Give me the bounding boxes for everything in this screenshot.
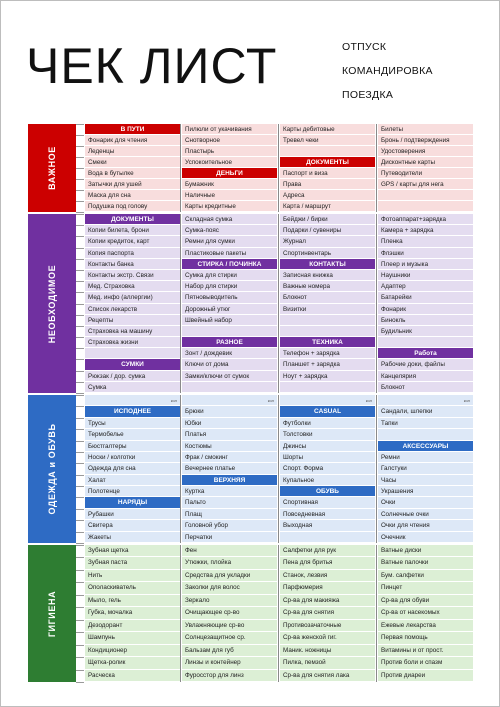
checklist-item[interactable]: Рецепты (85, 315, 180, 326)
checklist-item[interactable]: Адаптер (378, 281, 473, 292)
checklist-item[interactable]: Жакеты (85, 532, 180, 543)
empty-cell[interactable] (280, 395, 375, 406)
column-separator (278, 395, 279, 543)
empty-cell[interactable] (85, 348, 180, 359)
checklist-item[interactable]: GPS / карты для нега (378, 179, 473, 190)
checklist-item[interactable]: Фонарик (378, 304, 473, 315)
checklist-item[interactable]: Шампунь (85, 632, 180, 644)
checklist-item[interactable]: Куртка (182, 486, 277, 497)
checklist-item[interactable]: Планшет + зарядка (280, 359, 375, 370)
section-label-text: ГИГИЕНА (47, 590, 57, 637)
checklist-item[interactable]: Термобелье (85, 429, 180, 440)
checklist-item[interactable]: Носки / колготки (85, 452, 180, 463)
checklist-item[interactable]: Дезодорант (85, 620, 180, 632)
checkbox-column (76, 545, 84, 682)
checklist-item[interactable]: Ежевые лекарства (378, 620, 473, 632)
checklist-item[interactable]: Фен (182, 545, 277, 557)
checklist-item[interactable]: Вода в бутылке (85, 168, 180, 179)
checklist-column (280, 545, 375, 682)
empty-cell[interactable] (182, 382, 277, 393)
checklist-item[interactable]: Тапки (378, 418, 473, 429)
subtitle-trip: ПОЕЗДКА (342, 89, 394, 101)
checklist-item[interactable]: Рюкзак / дор. сумка (85, 371, 180, 382)
category-header: ИСПОДНЕЕ (85, 406, 180, 417)
empty-cell[interactable] (280, 315, 375, 326)
checklist-item[interactable]: Адреса (280, 190, 375, 201)
category-header: Работа (378, 348, 473, 359)
checklist-item[interactable]: Копии кредиток, карт (85, 236, 180, 247)
checklist-item[interactable]: Мед. инфо (аллергии) (85, 292, 180, 303)
empty-cell[interactable] (378, 190, 473, 201)
checklist-item[interactable]: Ср-ва от насекомых (378, 607, 473, 619)
checklist-column (280, 214, 375, 393)
checklist-item[interactable]: Ср-ва женской гиг. (280, 632, 375, 644)
checklist-item[interactable]: Копия паспорта (85, 248, 180, 259)
checklist-item[interactable]: Халат (85, 475, 180, 486)
column-separator (278, 214, 279, 393)
checklist-item[interactable]: Ср-ва для макияжа (280, 595, 375, 607)
checklist-column (378, 124, 473, 212)
category-header: ДЕНЬГИ (182, 168, 277, 179)
checklist-item[interactable]: Пленка (378, 236, 473, 247)
checklist-item[interactable]: Пятновыводитель (182, 292, 277, 303)
checklist-item[interactable]: Очечник (378, 532, 473, 543)
checklist-item[interactable]: Копии билета, брони (85, 225, 180, 236)
checklist-item[interactable]: Контакты банка (85, 259, 180, 270)
checklist-item[interactable]: Против диареи (378, 670, 473, 682)
checklist-item[interactable]: Телефон + зарядка (280, 348, 375, 359)
subtitle-business-trip: КОМАНДИРОВКА (342, 65, 433, 77)
checklist-column (85, 395, 180, 543)
checklist-item[interactable]: Складная сумка (182, 214, 277, 225)
checklist-item[interactable]: Карта / маршрут (280, 201, 375, 212)
checklist-item[interactable]: Пластырь (182, 146, 277, 157)
checklist-item[interactable]: Расческа (85, 670, 180, 682)
checklist-item[interactable]: Очки (378, 497, 473, 508)
section-label-text: ОДЕЖДА и ОБУВЬ (47, 423, 57, 515)
category-header: СТИРКА / ПОЧИНКА (182, 259, 277, 270)
checklist-item[interactable]: Головной убор (182, 520, 277, 531)
checklist-item[interactable]: Свитера (85, 520, 180, 531)
section-label (28, 214, 76, 393)
column-separator (278, 545, 279, 682)
checklist-item[interactable]: Важные номера (280, 281, 375, 292)
section-label (28, 124, 76, 212)
checklist-column (182, 395, 277, 543)
checklist-item[interactable]: Мыло, гель (85, 595, 180, 607)
checklist-item[interactable]: Швейный набор (182, 315, 277, 326)
checklist-item[interactable]: Дорожный утюг (182, 304, 277, 315)
checklist-item[interactable]: Противозачаточные (280, 620, 375, 632)
category-header: ВЕРХНЯЯ (182, 475, 277, 486)
checklist-item[interactable]: Пена для бритья (280, 557, 375, 569)
checklist-item[interactable]: Брюки (182, 406, 277, 417)
column-separator (376, 214, 377, 393)
section-clothes (28, 395, 473, 543)
checklist-item[interactable]: Контакты экстр. Связи (85, 270, 180, 281)
checkbox-column (76, 214, 84, 393)
empty-cell[interactable] (280, 532, 375, 543)
checklist-item[interactable]: Ср-ва для снятия лака (280, 670, 375, 682)
checklist-item[interactable]: Средства для укладки (182, 570, 277, 582)
checklist-item[interactable]: Подушка под голову (85, 201, 180, 212)
checklist-item[interactable]: Парфюмерия (280, 582, 375, 594)
checklist-item[interactable]: Маник. ножницы (280, 645, 375, 657)
checklist-item[interactable]: Трусы (85, 418, 180, 429)
column-separator (376, 545, 377, 682)
empty-cell[interactable] (378, 395, 473, 406)
empty-cell[interactable] (280, 326, 375, 337)
checklist-item[interactable]: Ключи от дома (182, 359, 277, 370)
checklist-item[interactable]: Платья (182, 429, 277, 440)
checklist-item[interactable]: Купальное (280, 475, 375, 486)
checklist-item[interactable]: Зонт / дождевик (182, 348, 277, 359)
checklist-item[interactable]: Вечернее платье (182, 463, 277, 474)
checklist-column (182, 545, 277, 682)
checklist-item[interactable]: Украшения (378, 486, 473, 497)
checklist-item[interactable]: Леденцы (85, 146, 180, 157)
checklist-item[interactable]: Зеркало (182, 595, 277, 607)
checklist-item[interactable]: Костюмы (182, 441, 277, 452)
checklist-item[interactable]: Будильник (378, 326, 473, 337)
checklist-item[interactable]: Бейджи / бирки (280, 214, 375, 225)
checkbox-column (76, 395, 84, 543)
section-label-text: НЕОБХОДИМОЕ (47, 264, 57, 343)
checklist-item[interactable]: Мед. Страховка (85, 281, 180, 292)
checklist-item[interactable]: Ремни для сумки (182, 236, 277, 247)
column-separator (180, 124, 181, 212)
checklist-item[interactable]: Карты кредитные (182, 201, 277, 212)
empty-cell[interactable] (85, 395, 180, 406)
empty-cell[interactable] (378, 337, 473, 348)
checklist-item[interactable]: Очки для чтения (378, 520, 473, 531)
checklist-item[interactable]: Дисконтные карты (378, 157, 473, 168)
checklist-item[interactable]: Фонарик для чтения (85, 135, 180, 146)
checklist-item[interactable]: Фрак / смокинг (182, 452, 277, 463)
checklist-item[interactable]: Рабочие доки, файлы (378, 359, 473, 370)
column-separator (376, 395, 377, 543)
checklist-item[interactable]: Карты дебитовые (280, 124, 375, 135)
checklist-item[interactable]: Бинокль (378, 315, 473, 326)
checklist-item[interactable]: Тревел чеки (280, 135, 375, 146)
checklist-item[interactable]: Страховка жизни (85, 337, 180, 348)
checklist-column (280, 124, 375, 212)
checkbox-column (76, 124, 84, 212)
checklist-item[interactable]: Плеер и музыка (378, 259, 473, 270)
checklist-item[interactable]: Бронь / подтверждения (378, 135, 473, 146)
checklist-item[interactable]: Журнал (280, 236, 375, 247)
column-separator (180, 395, 181, 543)
checklist-item[interactable]: Шорты (280, 452, 375, 463)
column-separator (180, 545, 181, 682)
checklist-item[interactable]: Блокнот (280, 292, 375, 303)
checklist-item[interactable]: Заколки для волос (182, 582, 277, 594)
quantity-label: кол (463, 398, 470, 403)
empty-cell[interactable] (378, 201, 473, 212)
checklist-item[interactable]: Ватные палочки (378, 557, 473, 569)
checklist-item[interactable]: Набор для стирки (182, 281, 277, 292)
category-header: В ПУТИ (85, 124, 180, 135)
checklist-item[interactable]: Зубная щетка (85, 545, 180, 557)
checklist-item[interactable]: Щетка-ролик (85, 657, 180, 669)
checklist-item[interactable]: Кондиционер (85, 645, 180, 657)
checklist-item[interactable]: Увлажняющие ср-во (182, 620, 277, 632)
checklist-column (378, 545, 473, 682)
checklist-item[interactable]: Выходная (280, 520, 375, 531)
checklist-item[interactable]: Ополаскиватель (85, 582, 180, 594)
checklist-item[interactable]: Спортинвентарь (280, 248, 375, 259)
checklist-item[interactable]: Фотоаппарат+зарядка (378, 214, 473, 225)
checklist-item[interactable]: Толстовки (280, 429, 375, 440)
section-hygiene (28, 545, 473, 682)
checklist-item[interactable]: Бюстгалтеры (85, 441, 180, 452)
checklist-item[interactable]: Батарейки (378, 292, 473, 303)
checklist-item[interactable]: Камера + зарядка (378, 225, 473, 236)
checklist-item[interactable]: Бумажник (182, 179, 277, 190)
checklist-item[interactable]: Пилка, пемзой (280, 657, 375, 669)
checklist-item[interactable]: Нить (85, 570, 180, 582)
column-separator (278, 124, 279, 212)
checklist-item[interactable]: Сумка (85, 382, 180, 393)
checklist-column (182, 124, 277, 212)
checklist-item[interactable]: Сумка для стирки (182, 270, 277, 281)
checklist-column (85, 124, 180, 212)
checklist-item[interactable]: Первая помощь (378, 632, 473, 644)
section-label (28, 395, 76, 543)
checklist-item[interactable]: Зубная паста (85, 557, 180, 569)
checklist-item[interactable]: Пластиковые пакеты (182, 248, 277, 259)
checklist-item[interactable]: Пинцет (378, 582, 473, 594)
checklist-column (85, 214, 180, 393)
checklist-item[interactable]: Солнечные очки (378, 509, 473, 520)
section-important (28, 124, 473, 212)
checklist-item[interactable]: Снотворное (182, 135, 277, 146)
checklist-item[interactable]: Страховка на машину (85, 326, 180, 337)
checklist-item[interactable]: Сандали, шлепки (378, 406, 473, 417)
checklist-item[interactable]: Галстуки (378, 463, 473, 474)
category-header: РАЗНОЕ (182, 337, 277, 348)
checklist-item[interactable]: Одежда для сна (85, 463, 180, 474)
checklist-item[interactable]: Пилюли от укачивания (182, 124, 277, 135)
checklist-item[interactable]: Бум. салфетки (378, 570, 473, 582)
checklist-item[interactable]: Против боли и спазм (378, 657, 473, 669)
checklist-item[interactable]: Салфетки для рук (280, 545, 375, 557)
checklist-item[interactable]: Перчатки (182, 532, 277, 543)
checklist-column (280, 395, 375, 543)
empty-cell[interactable] (280, 382, 375, 393)
checklist-item[interactable]: Удостоверения (378, 146, 473, 157)
quantity-label: кол (170, 398, 177, 403)
column-separator (180, 214, 181, 393)
checklist-item[interactable]: Спортивная (280, 497, 375, 508)
empty-cell[interactable] (280, 146, 375, 157)
checklist-item[interactable]: Часы (378, 475, 473, 486)
section-label-text: ВАЖНОЕ (47, 146, 57, 190)
checklist-item[interactable]: Флэшки (378, 248, 473, 259)
checklist-item[interactable]: Смеки (85, 157, 180, 168)
checklist-item[interactable]: Билеты (378, 124, 473, 135)
checklist-item[interactable]: Ср-ва для обуви (378, 595, 473, 607)
checklist-item[interactable]: Повседневная (280, 509, 375, 520)
checklist-item[interactable]: Блокнот (378, 382, 473, 393)
empty-cell[interactable] (182, 326, 277, 337)
checklist-column (378, 214, 473, 393)
category-header: ТЕХНИКА (280, 337, 375, 348)
checklist-item[interactable]: Визитки (280, 304, 375, 315)
checklist-item[interactable]: Наушники (378, 270, 473, 281)
section-essentials (28, 214, 473, 393)
subtitle-vacation: ОТПУСК (342, 41, 387, 53)
category-header: CASUAL (280, 406, 375, 417)
checklist-item[interactable]: Плащ (182, 509, 277, 520)
checklist-item[interactable]: Полотенце (85, 486, 180, 497)
checklist-item[interactable]: Фуросстор для линз (182, 670, 277, 682)
checklist-item[interactable]: Джинсы (280, 441, 375, 452)
checklist-item[interactable]: Записная книжка (280, 270, 375, 281)
checklist-item[interactable]: Ремни (378, 452, 473, 463)
category-header: АКСЕССУАРЫ (378, 441, 473, 452)
checklist-item[interactable]: Канцелярия (378, 371, 473, 382)
empty-cell[interactable] (378, 429, 473, 440)
checklist-item[interactable]: Путеводители (378, 168, 473, 179)
checklist-item[interactable]: Ватные диски (378, 545, 473, 557)
category-header: ДОКУМЕНТЫ (280, 157, 375, 168)
checklist-item[interactable]: Очищающее ср-во (182, 607, 277, 619)
checklist-item[interactable]: Сумка-пояс (182, 225, 277, 236)
checklist-item[interactable]: Ноут + зарядка (280, 371, 375, 382)
checklist-item[interactable]: Юбки (182, 418, 277, 429)
checklist-item[interactable]: Утюжки, плойка (182, 557, 277, 569)
page-title: ЧЕК ЛИСТ (26, 38, 278, 94)
empty-cell[interactable] (182, 395, 277, 406)
checklist-item[interactable]: Права (280, 179, 375, 190)
checklist-item[interactable]: Рубашки (85, 509, 180, 520)
category-header: КОНТАКТЫ (280, 259, 375, 270)
checklist-item[interactable]: Паспорт и виза (280, 168, 375, 179)
quantity-label: кол (267, 398, 274, 403)
checklist-column (378, 395, 473, 543)
section-label (28, 545, 76, 682)
checklist-item[interactable]: Маска для сна (85, 190, 180, 201)
checklist-item[interactable]: Футболки (280, 418, 375, 429)
checklist-item[interactable]: Солнцезащитное ср. (182, 632, 277, 644)
checklist-item[interactable]: Линзы и контейнер (182, 657, 277, 669)
column-separator (376, 124, 377, 212)
checklist-item[interactable]: Спорт. Форма (280, 463, 375, 474)
checklist-item[interactable]: Успокоительное (182, 157, 277, 168)
checklist-item[interactable]: Станок, лезвия (280, 570, 375, 582)
category-header: НАРЯДЫ (85, 497, 180, 508)
checklist-item[interactable]: Губка, мочалка (85, 607, 180, 619)
checklist-item[interactable]: Затычки для ушей (85, 179, 180, 190)
checklist-item[interactable]: Ср-ва для снятия (280, 607, 375, 619)
checklist-item[interactable]: Список лекарств (85, 304, 180, 315)
quantity-label: кол (365, 398, 372, 403)
checklist-item[interactable]: Витамины и от прост. (378, 645, 473, 657)
checklist-item[interactable]: Бальзам для губ (182, 645, 277, 657)
checklist-item[interactable]: Замки/ключи от сумок (182, 371, 277, 382)
checklist-item[interactable]: Пальто (182, 497, 277, 508)
checklist-item[interactable]: Наличные (182, 190, 277, 201)
checklist-column (182, 214, 277, 393)
checklist-item[interactable]: Подарки / сувениры (280, 225, 375, 236)
category-header: ДОКУМЕНТЫ (85, 214, 180, 225)
category-header: СУМКИ (85, 359, 180, 370)
checklist-column (85, 545, 180, 682)
category-header: ОБУВЬ (280, 486, 375, 497)
